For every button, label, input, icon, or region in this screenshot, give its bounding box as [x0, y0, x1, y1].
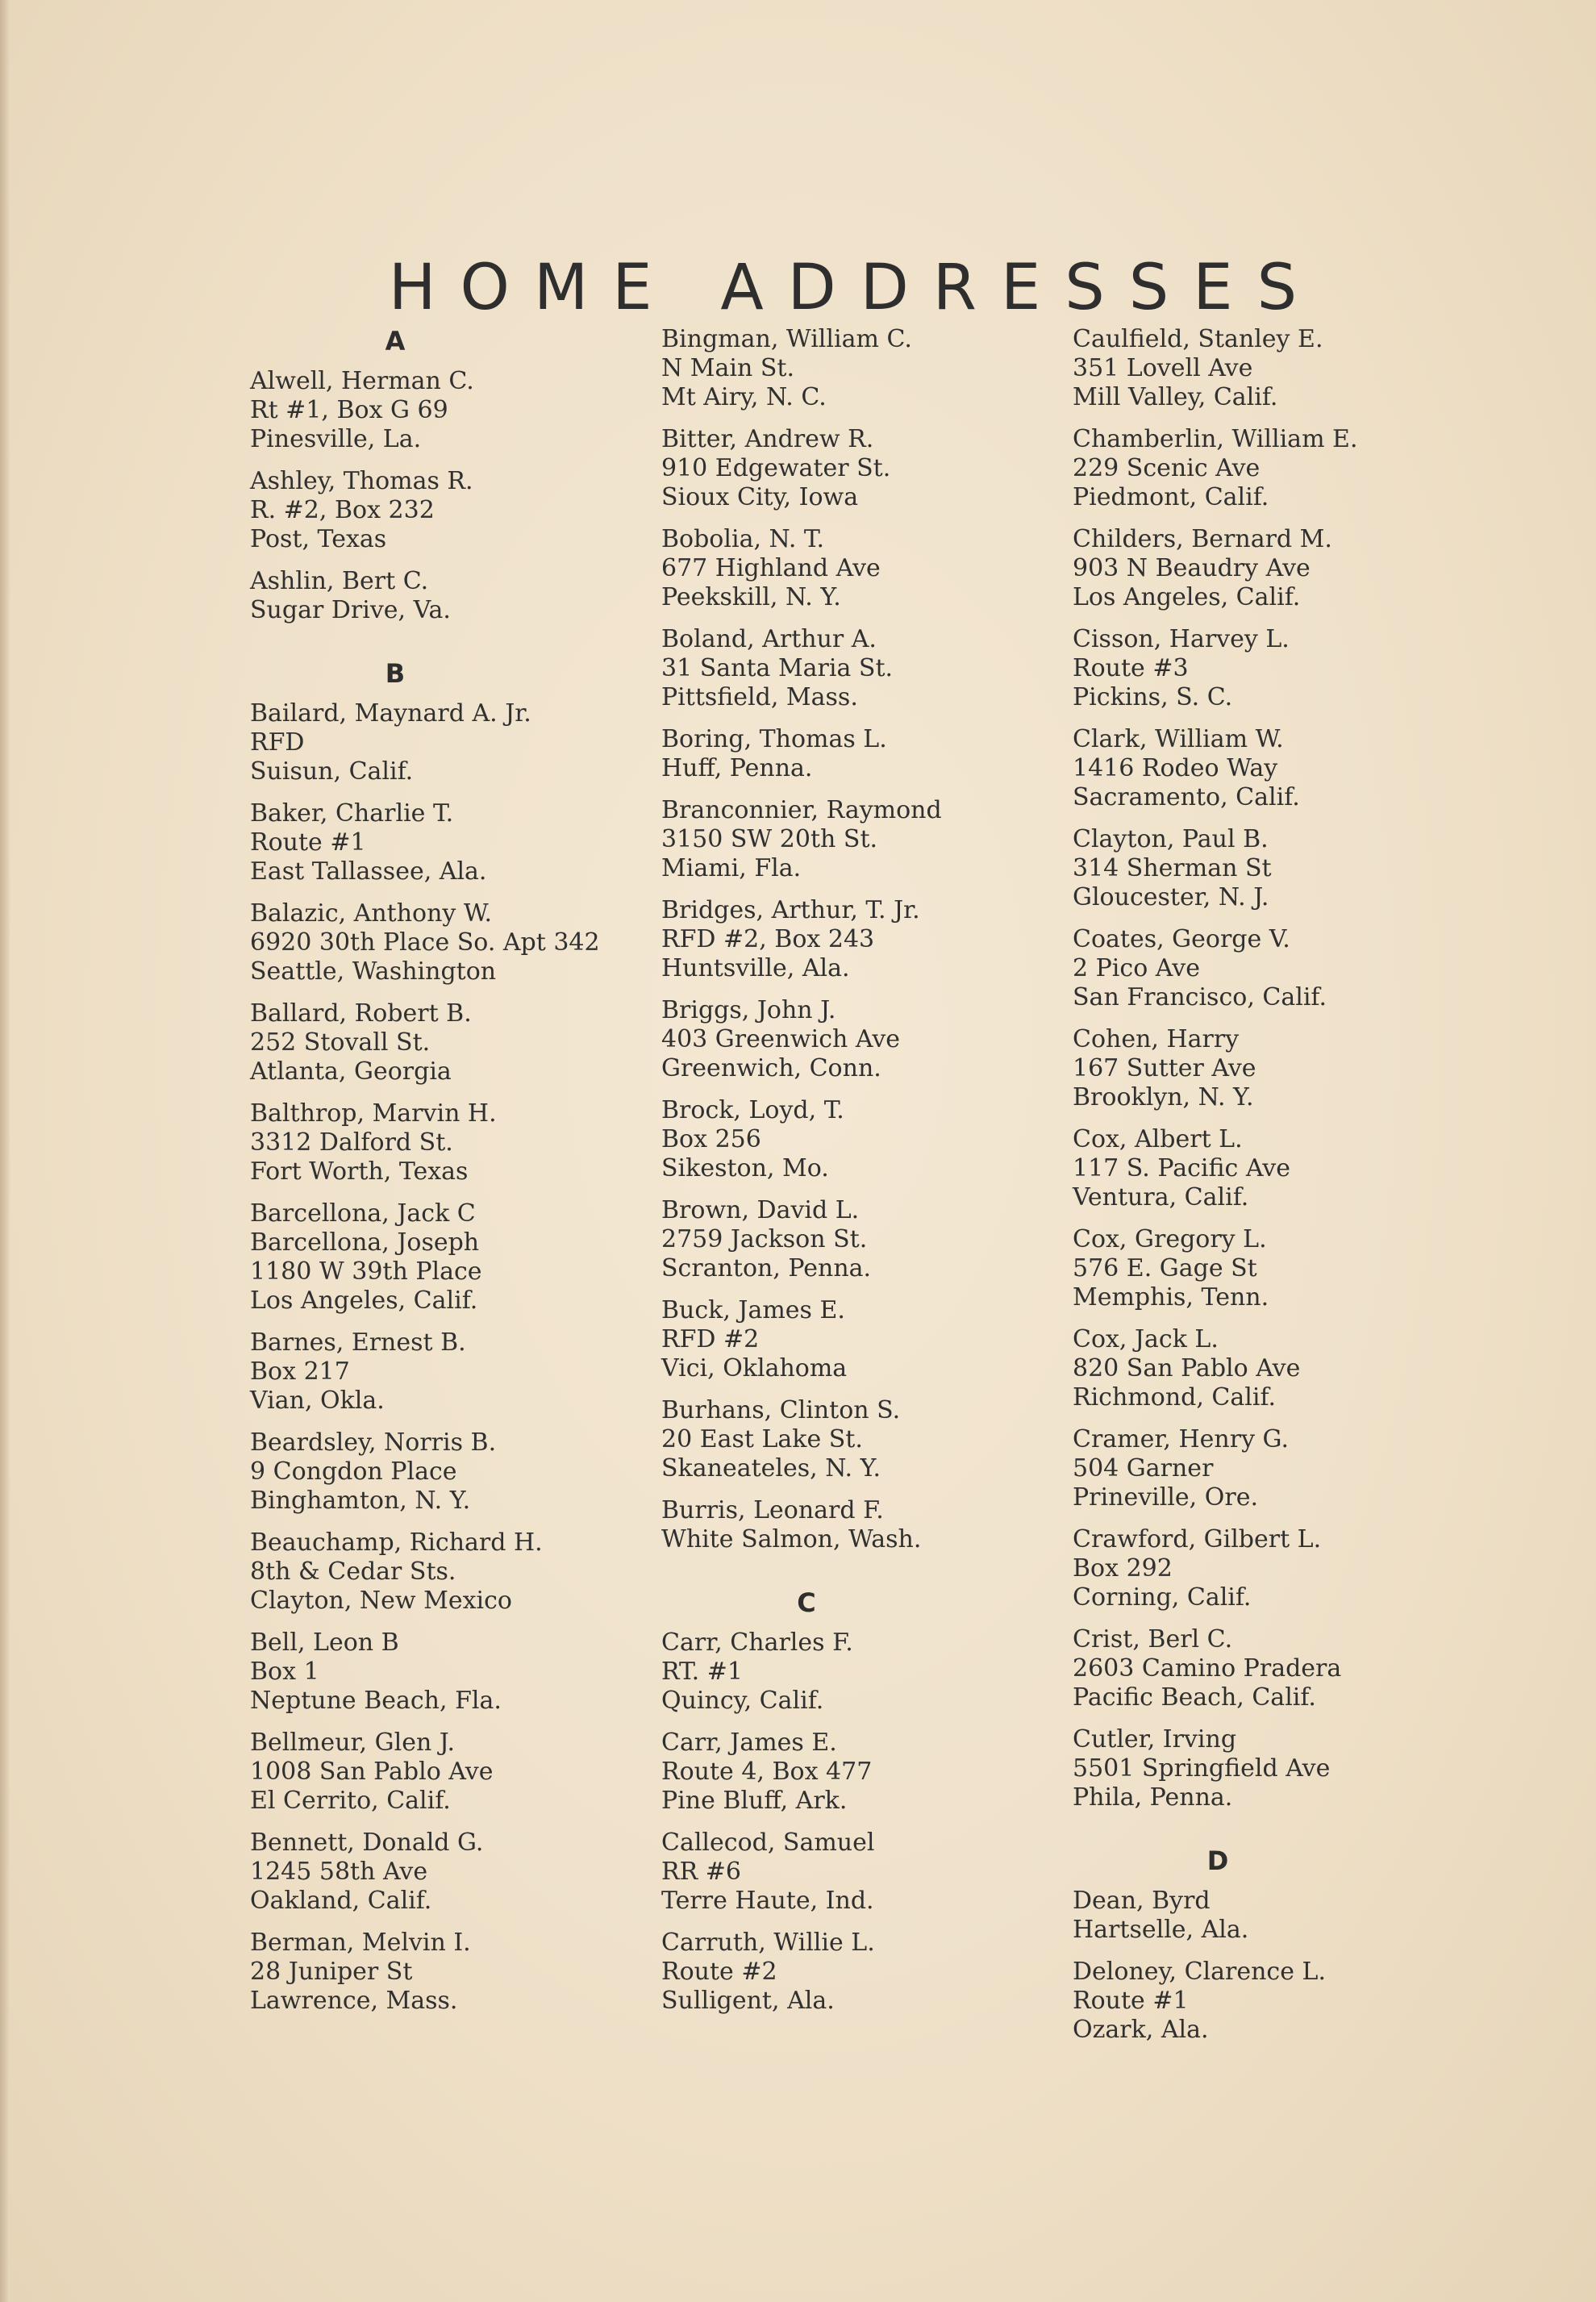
entry-name: Brown, David L. [661, 1196, 860, 1224]
entry-address-line: Route #1 [250, 828, 366, 857]
entry-address-line: 351 Lovell Ave [1073, 354, 1253, 382]
entry-name: Bennett, Donald G. [250, 1829, 484, 1857]
entry-address-line: Oakland, Calif. [250, 1887, 432, 1915]
entry-address-line: 167 Sutter Ave [1073, 1054, 1256, 1082]
entry-name: Carr, James E. [661, 1729, 837, 1757]
page-title: HOME ADDRESSES [388, 252, 1322, 325]
entry-address-line: Huntsville, Ala. [661, 954, 850, 982]
entry-address-line: 1008 San Pablo Ave [250, 1758, 494, 1786]
address-entry [250, 567, 653, 625]
entry-address-line: R. #2, Box 232 [250, 496, 435, 524]
entry-name: Ballard, Robert B. [250, 999, 472, 1028]
entry-name: Balazic, Anthony W. [250, 899, 493, 928]
address-entry [1073, 1025, 1476, 1112]
address-entry [250, 1428, 653, 1516]
entry-address-line: 2 Pico Ave [1073, 954, 1200, 982]
entry-name: Crist, Berl C. [1073, 1625, 1233, 1654]
entry-name: Burhans, Clinton S. [661, 1396, 901, 1424]
entry-address-line: Brooklyn, N. Y. [1073, 1083, 1254, 1111]
entry-address-line: RT. #1 [661, 1658, 743, 1686]
address-entry [1073, 1525, 1476, 1612]
entry-address-line: 403 Greenwich Ave [661, 1025, 901, 1053]
entry-address-line: East Tallassee, Ala. [250, 857, 487, 886]
address-entry [661, 996, 1065, 1083]
address-entry [250, 1328, 653, 1416]
address-entry [250, 1528, 653, 1616]
address-entry [661, 1296, 1065, 1383]
entry-address-line: Pine Bluff, Ark. [661, 1787, 848, 1815]
entry-name: Berman, Melvin I. [250, 1929, 471, 1957]
entry-address-line: 1180 W 39th Place [250, 1257, 482, 1286]
entry-address-line: 117 S. Pacific Ave [1073, 1154, 1290, 1182]
entry-address-line: 903 N Beaudry Ave [1073, 554, 1311, 582]
address-entry [1073, 1887, 1476, 1945]
entry-address-line: 576 E. Gage St [1073, 1254, 1257, 1282]
entry-address-line: Richmond, Calif. [1073, 1383, 1277, 1412]
entry-address-line: Scranton, Penna. [661, 1254, 872, 1282]
address-entry [1073, 625, 1476, 712]
section-letter: D [1206, 1845, 1229, 1876]
entry-address-line: Box 256 [661, 1125, 761, 1153]
address-entry [1073, 725, 1476, 812]
entry-name: Barcellona, Jack C [250, 1199, 476, 1228]
address-entry [250, 1729, 653, 1816]
entry-address-line: Route 4, Box 477 [661, 1758, 873, 1786]
address-entry [661, 625, 1065, 712]
entry-address-line: Sioux City, Iowa [661, 483, 859, 511]
entry-address-line: 314 Sherman St [1073, 854, 1272, 882]
entry-address-line: RR #6 [661, 1858, 741, 1886]
address-entry [1073, 1325, 1476, 1412]
entry-address-line: Rt #1, Box G 69 [250, 396, 448, 424]
address-entry [661, 725, 1065, 783]
entry-address-line: Post, Texas [250, 525, 387, 553]
entry-name: Bobolia, N. T. [661, 525, 825, 553]
entry-address-line: Pickins, S. C. [1073, 683, 1233, 711]
entry-address-line: White Salmon, Wash. [661, 1525, 922, 1553]
entry-name: Ashlin, Bert C. [250, 567, 429, 595]
entry-address-line: Barcellona, Joseph [250, 1228, 480, 1257]
entry-name: Bingman, William C. [661, 325, 912, 353]
entry-address-line: 31 Santa Maria St. [661, 654, 894, 682]
address-entry [661, 896, 1065, 983]
entry-name: Ashley, Thomas R. [250, 467, 473, 495]
entry-name: Bridges, Arthur, T. Jr. [661, 896, 920, 924]
entry-name: Cohen, Harry [1073, 1025, 1240, 1053]
entry-address-line: RFD #2, Box 243 [661, 925, 875, 953]
section-letter: B [385, 658, 406, 689]
address-entry [250, 899, 653, 986]
entry-address-line: 3312 Dalford St. [250, 1128, 453, 1157]
entry-address-line: 252 Stovall St. [250, 1028, 431, 1057]
entry-address-line: 28 Juniper St [250, 1958, 413, 1986]
section-letter: A [385, 326, 406, 357]
address-column-1 [250, 325, 653, 2029]
entry-address-line: 3150 SW 20th St. [661, 825, 878, 853]
entry-address-line: Lawrence, Mass. [250, 1987, 458, 2015]
entry-name: Dean, Byrd [1073, 1887, 1211, 1915]
entry-name: Bailard, Maynard A. Jr. [250, 699, 531, 728]
address-entry [250, 1199, 653, 1316]
entry-name: Bitter, Andrew R. [661, 425, 874, 453]
entry-address-line: Prineville, Ore. [1073, 1483, 1258, 1512]
entry-address-line: Mt Airy, N. C. [661, 383, 827, 411]
entry-name: Carruth, Willie L. [661, 1929, 875, 1957]
entry-name: Callecod, Samuel [661, 1829, 875, 1857]
entry-name: Baker, Charlie T. [250, 799, 454, 828]
entry-address-line: 2603 Camino Pradera [1073, 1654, 1342, 1683]
address-entry [1073, 525, 1476, 612]
entry-name: Alwell, Herman C. [250, 367, 474, 395]
page-edge [0, 0, 10, 2302]
entry-name: Deloney, Clarence L. [1073, 1958, 1326, 1986]
address-entry [1073, 1725, 1476, 1812]
entry-address-line: 8th & Cedar Sts. [250, 1558, 456, 1586]
address-entry [661, 1729, 1065, 1816]
entry-address-line: Phila, Penna. [1073, 1783, 1233, 1812]
entry-address-line: 9 Congdon Place [250, 1458, 457, 1486]
address-entry [1073, 925, 1476, 1012]
entry-address-line: Mill Valley, Calif. [1073, 383, 1278, 411]
entry-name: Crawford, Gilbert L. [1073, 1525, 1322, 1553]
entry-address-line: 1416 Rodeo Way [1073, 754, 1278, 782]
entry-address-line: 20 East Lake St. [661, 1425, 863, 1453]
address-entry [250, 1929, 653, 2016]
entry-address-line: Memphis, Tenn. [1073, 1283, 1269, 1312]
entry-address-line: Route #3 [1073, 654, 1189, 682]
address-entry [661, 796, 1065, 883]
entry-name: Cisson, Harvey L. [1073, 625, 1290, 653]
address-entry [1073, 1225, 1476, 1312]
address-entry [1073, 1958, 1476, 2045]
address-entry [661, 1628, 1065, 1716]
entry-address-line: 6920 30th Place So. Apt 342 [250, 928, 600, 957]
entry-address-line: Box 292 [1073, 1554, 1173, 1583]
entry-name: Childers, Bernard M. [1073, 525, 1332, 553]
entry-address-line: Fort Worth, Texas [250, 1157, 469, 1186]
entry-name: Cox, Jack L. [1073, 1325, 1219, 1353]
entry-name: Coates, George V. [1073, 925, 1290, 953]
entry-address-line: Pacific Beach, Calif. [1073, 1683, 1316, 1712]
entry-address-line: Ventura, Calif. [1073, 1183, 1249, 1211]
entry-address-line: Vian, Okla. [250, 1387, 385, 1415]
entry-address-line: Piedmont, Calif. [1073, 483, 1269, 511]
section-letter: C [797, 1587, 816, 1618]
entry-address-line: Corning, Calif. [1073, 1583, 1252, 1612]
address-entry [1073, 825, 1476, 912]
address-entry [661, 1829, 1065, 1916]
entry-address-line: Pittsfield, Mass. [661, 683, 858, 711]
entry-address-line: Greenwich, Conn. [661, 1054, 881, 1082]
entry-address-line: Sulligent, Ala. [661, 1987, 835, 2015]
entry-address-line: Route #2 [661, 1958, 777, 1986]
entry-name: Bell, Leon B [250, 1628, 399, 1657]
entry-address-line: 820 San Pablo Ave [1073, 1354, 1301, 1382]
entry-address-line: Ozark, Ala. [1073, 2016, 1209, 2044]
entry-address-line: Los Angeles, Calif. [1073, 583, 1301, 611]
address-entry [661, 325, 1065, 412]
entry-name: Clayton, Paul B. [1073, 825, 1269, 853]
entry-name: Carr, Charles F. [661, 1628, 853, 1657]
entry-address-line: Quincy, Calif. [661, 1687, 824, 1715]
address-entry [250, 367, 653, 454]
entry-address-line: Peekskill, N. Y. [661, 583, 841, 611]
entry-address-line: 1245 58th Ave [250, 1858, 428, 1886]
address-entry [661, 525, 1065, 612]
entry-address-line: Sikeston, Mo. [661, 1154, 829, 1182]
address-entry [250, 999, 653, 1086]
entry-name: Cox, Albert L. [1073, 1125, 1243, 1153]
entry-name: Brock, Loyd, T. [661, 1096, 844, 1124]
entry-address-line: Los Angeles, Calif. [250, 1287, 478, 1315]
address-entry [1073, 1625, 1476, 1712]
entry-name: Briggs, John J. [661, 996, 836, 1024]
entry-address-line: Sugar Drive, Va. [250, 596, 451, 624]
entry-address-line: Neptune Beach, Fla. [250, 1687, 502, 1715]
entry-name: Balthrop, Marvin H. [250, 1099, 497, 1128]
address-entry [661, 1929, 1065, 2016]
address-entry [250, 1829, 653, 1916]
entry-address-line: Miami, Fla. [661, 854, 802, 882]
entry-address-line: San Francisco, Calif. [1073, 983, 1327, 1011]
address-entry [661, 1096, 1065, 1183]
entry-name: Barnes, Ernest B. [250, 1328, 466, 1357]
entry-address-line: Sacramento, Calif. [1073, 783, 1300, 811]
address-entry [250, 1628, 653, 1716]
entry-address-line: Box 1 [250, 1658, 319, 1686]
entry-name: Boring, Thomas L. [661, 725, 887, 753]
entry-address-line: Terre Haute, Ind. [661, 1887, 874, 1915]
entry-name: Caulfield, Stanley E. [1073, 325, 1323, 353]
address-entry [250, 799, 653, 886]
entry-address-line: Huff, Penna. [661, 754, 813, 782]
entry-name: Clark, William W. [1073, 725, 1284, 753]
entry-name: Branconnier, Raymond [661, 796, 942, 824]
entry-name: Cox, Gregory L. [1073, 1225, 1267, 1253]
entry-address-line: Box 217 [250, 1357, 350, 1386]
address-entry [1073, 1125, 1476, 1212]
entry-address-line: Vici, Oklahoma [661, 1354, 848, 1382]
entry-address-line: Gloucester, N. J. [1073, 883, 1269, 911]
entry-address-line: 504 Garner [1073, 1454, 1214, 1483]
address-entry [1073, 1425, 1476, 1512]
address-entry [661, 1396, 1065, 1483]
address-entry [250, 699, 653, 786]
entry-address-line: Hartselle, Ala. [1073, 1916, 1249, 1944]
address-entry [250, 467, 653, 554]
entry-address-line: El Cerrito, Calif. [250, 1787, 451, 1815]
entry-address-line: 910 Edgewater St. [661, 454, 891, 482]
entry-address-line: Route #1 [1073, 1987, 1189, 2015]
entry-address-line: N Main St. [661, 354, 794, 382]
entry-name: Beauchamp, Richard H. [250, 1528, 543, 1557]
entry-address-line: 2759 Jackson St. [661, 1225, 868, 1253]
entry-address-line: Atlanta, Georgia [250, 1057, 452, 1086]
entry-address-line: Seattle, Washington [250, 957, 497, 986]
address-entry [250, 1099, 653, 1186]
entry-name: Buck, James E. [661, 1296, 845, 1324]
entry-name: Burris, Leonard F. [661, 1496, 884, 1524]
entry-address-line: Skaneateles, N. Y. [661, 1454, 881, 1483]
address-entry [661, 425, 1065, 512]
address-entry [661, 1496, 1065, 1554]
entry-address-line: 229 Scenic Ave [1073, 454, 1261, 482]
entry-name: Bellmeur, Glen J. [250, 1729, 456, 1757]
entry-address-line: 677 Highland Ave [661, 554, 881, 582]
address-entry [1073, 425, 1476, 512]
entry-name: Cramer, Henry G. [1073, 1425, 1289, 1453]
address-entry [1073, 325, 1476, 412]
address-column-2 [661, 325, 1065, 2029]
entry-name: Chamberlin, William E. [1073, 425, 1358, 453]
entry-name: Cutler, Irving [1073, 1725, 1237, 1754]
address-column-3 [1073, 325, 1476, 2058]
entry-name: Boland, Arthur A. [661, 625, 877, 653]
entry-name: Beardsley, Norris B. [250, 1428, 497, 1457]
entry-address-line: RFD #2 [661, 1325, 760, 1353]
entry-address-line: Pinesville, La. [250, 425, 422, 453]
entry-address-line: Binghamton, N. Y. [250, 1487, 471, 1515]
entry-address-line: Clayton, New Mexico [250, 1587, 512, 1615]
entry-address-line: 5501 Springfield Ave [1073, 1754, 1331, 1783]
entry-address-line: Suisun, Calif. [250, 757, 414, 786]
entry-address-line: RFD [250, 728, 305, 757]
address-entry [661, 1196, 1065, 1283]
